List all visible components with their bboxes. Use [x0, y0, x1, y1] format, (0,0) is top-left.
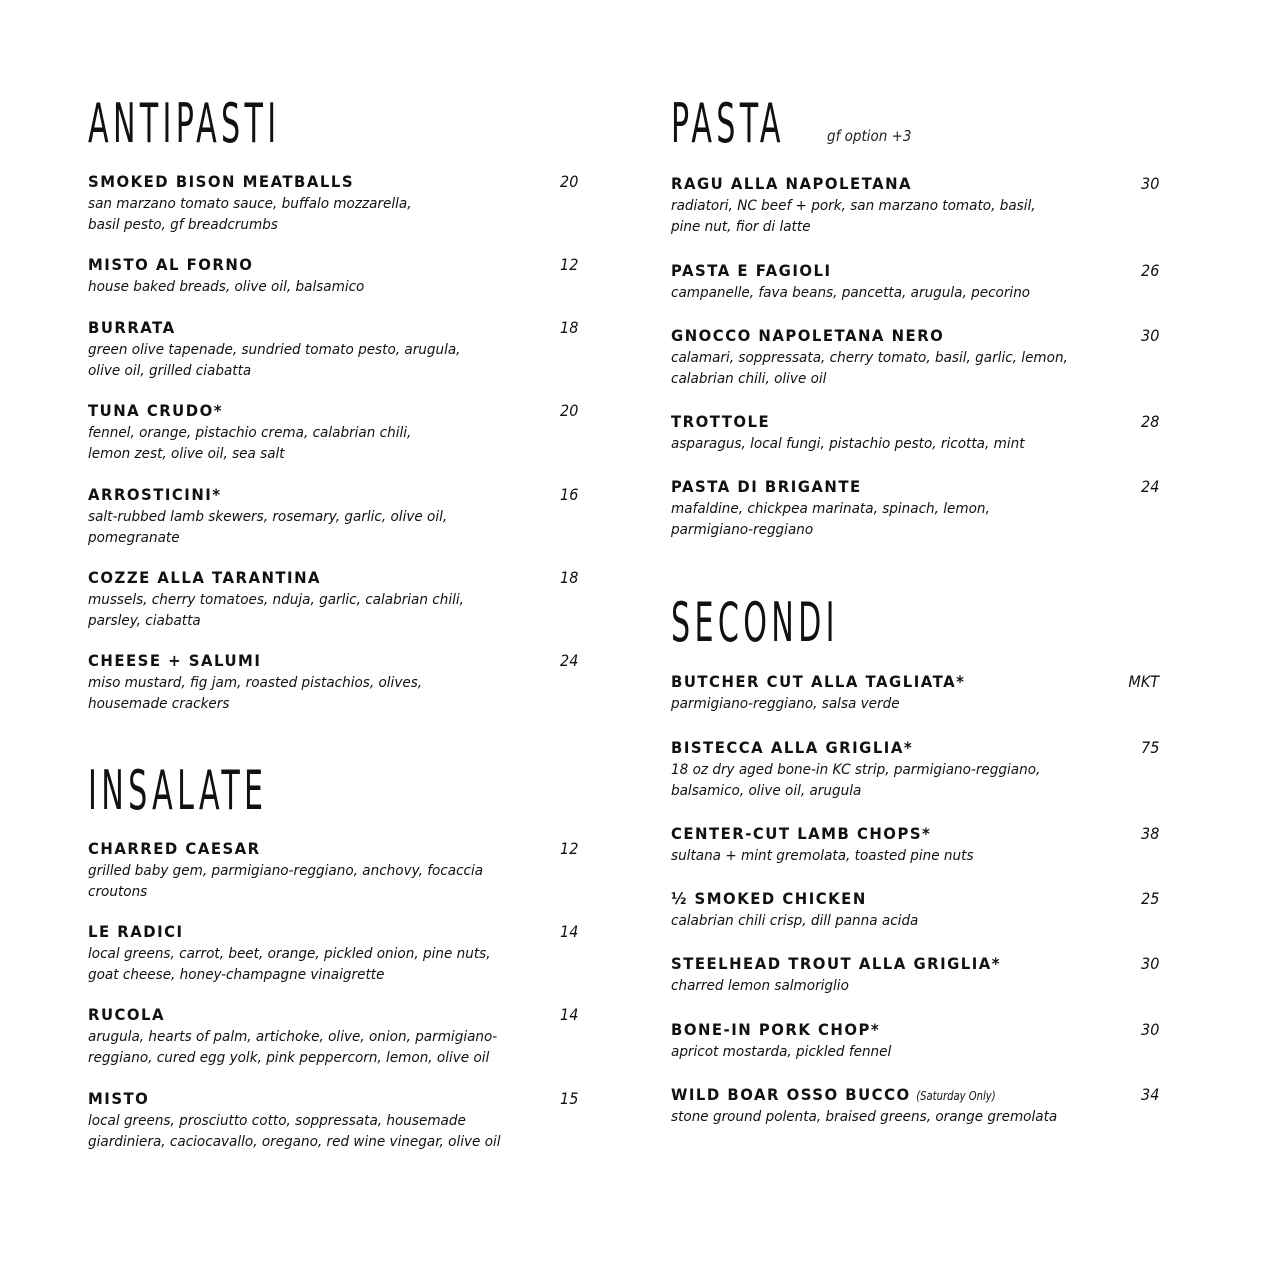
item-name: CHARRED CAESAR [88, 839, 261, 858]
menu-item [671, 174, 1159, 237]
item-name: PASTA DI BRIGANTE [671, 477, 862, 496]
item-name: ½ SMOKED CHICKEN [671, 889, 867, 908]
item-name: MISTO AL FORNO [88, 255, 254, 274]
saturday-only-tag: (Saturday Only) [916, 1089, 996, 1103]
item-description: local greens, prosciutto cotto, soppressata, housemade giardiniera, caciocavallo, oregano, red wine vinegar, olive oil [88, 1112, 501, 1150]
item-price: 24 [1140, 477, 1159, 496]
item-name: MISTO [88, 1089, 150, 1108]
menu-item [88, 485, 578, 548]
menu-item [671, 261, 1159, 303]
menu-item [88, 318, 578, 381]
menu-item [671, 1020, 1159, 1062]
menu-item [671, 738, 1159, 801]
item-name: BONE-IN PORK CHOP* [671, 1020, 881, 1039]
item-name: CHEESE + SALUMI [88, 651, 262, 670]
item-description: stone ground polenta, braised greens, orange gremolata [671, 1108, 1058, 1125]
item-price: 34 [1140, 1085, 1159, 1104]
insalate-section [88, 759, 578, 822]
item-name: SMOKED BISON MEATBALLS [88, 172, 355, 191]
item-description: calabrian chili crisp, dill panna acida [671, 912, 919, 929]
menu-item [88, 922, 578, 985]
item-price: 75 [1140, 738, 1159, 757]
item-price: 30 [1140, 1020, 1159, 1039]
item-description: miso mustard, fig jam, roasted pistachios, olives, housemade crackers [88, 674, 423, 712]
item-name: PASTA E FAGIOLI [671, 261, 832, 280]
item-description: mafaldine, chickpea marinata, spinach, lemon, parmigiano-reggiano [671, 500, 990, 538]
item-name: TROTTOLE [671, 412, 771, 431]
menu-item [671, 954, 1159, 996]
item-price: 18 [559, 318, 578, 337]
item-name: BUTCHER CUT ALLA TAGLIATA* [671, 672, 966, 691]
item-price: MKT [1128, 672, 1159, 691]
item-price: 18 [559, 568, 578, 587]
menu-item [671, 1085, 1159, 1127]
item-description: local greens, carrot, beet, orange, pickled onion, pine nuts, goat cheese, honey-champagne vinaigrette [88, 945, 491, 983]
secondi-section [671, 591, 1159, 654]
item-description: san marzano tomato sauce, buffalo mozzarella, basil pesto, gf breadcrumbs [88, 195, 412, 233]
menu-item [88, 255, 578, 297]
item-name: ARROSTICINI* [88, 485, 222, 504]
item-description: grilled baby gem, parmigiano-reggiano, anchovy, focaccia croutons [88, 862, 484, 900]
menu-item [671, 672, 1159, 714]
item-description: charred lemon salmoriglio [671, 977, 849, 994]
item-price: 12 [559, 839, 578, 858]
item-price: 14 [559, 922, 578, 941]
menu-item [88, 401, 578, 464]
item-price: 24 [559, 651, 578, 670]
section-title-pasta: PASTA [671, 92, 785, 155]
item-description: house baked breads, olive oil, balsamico [88, 278, 365, 295]
item-name: COZZE ALLA TARANTINA [88, 568, 322, 587]
menu-item [671, 824, 1159, 866]
menu-item [88, 839, 578, 902]
item-description: radiatori, NC beef + pork, san marzano tomato, basil, pine nut, fior di latte [671, 197, 1036, 235]
item-description: apricot mostarda, pickled fennel [671, 1043, 892, 1060]
item-name: LE RADICI [88, 922, 184, 941]
section-title-antipasti: ANTIPASTI [88, 92, 281, 155]
item-price: 30 [1140, 954, 1159, 973]
menu-item [88, 1005, 578, 1068]
item-price: 30 [1140, 326, 1159, 345]
item-name: STEELHEAD TROUT ALLA GRIGLIA* [671, 954, 1002, 973]
gf-option-note: gf option +3 [827, 127, 912, 145]
section-title-insalate: INSALATE [88, 759, 268, 822]
item-name: GNOCCO NAPOLETANA NERO [671, 326, 945, 345]
item-name: TUNA CRUDO* [88, 401, 223, 420]
pasta-section [671, 92, 1159, 155]
menu-item [88, 651, 578, 714]
item-description: 18 oz dry aged bone-in KC strip, parmigiano-reggiano, balsamico, olive oil, arugula [671, 761, 1041, 799]
item-name: BISTECCA ALLA GRIGLIA* [671, 738, 914, 757]
item-price: 12 [559, 255, 578, 274]
item-price: 30 [1140, 174, 1159, 193]
item-description: arugula, hearts of palm, artichoke, olive, onion, parmigiano- reggiano, cured egg yolk, pink peppercorn, lemon, olive oil [88, 1028, 498, 1066]
item-price: 20 [559, 401, 578, 420]
item-price: 20 [559, 172, 578, 191]
item-description: fennel, orange, pistachio crema, calabrian chili, lemon zest, olive oil, sea salt [88, 424, 412, 462]
menu-item [88, 172, 578, 235]
item-name: RAGU ALLA NAPOLETANA [671, 174, 913, 193]
item-name: RUCOLA [88, 1005, 166, 1024]
item-price: 26 [1140, 261, 1159, 280]
item-price: 25 [1140, 889, 1159, 908]
item-description: salt-rubbed lamb skewers, rosemary, garlic, olive oil, pomegranate [88, 508, 448, 546]
antipasti-section [88, 92, 578, 155]
item-price: 28 [1140, 412, 1159, 431]
item-price: 15 [559, 1089, 578, 1108]
item-description: campanelle, fava beans, pancetta, arugula, pecorino [671, 284, 1031, 301]
item-description: parmigiano-reggiano, salsa verde [671, 695, 900, 712]
item-price: 14 [559, 1005, 578, 1024]
item-description: green olive tapenade, sundried tomato pesto, arugula, olive oil, grilled ciabatta [88, 341, 461, 379]
item-description: asparagus, local fungi, pistachio pesto, ricotta, mint [671, 435, 1025, 452]
item-name [671, 1085, 996, 1104]
item-name: BURRATA [88, 318, 176, 337]
item-name: CENTER-CUT LAMB CHOPS* [671, 824, 932, 843]
item-price: 16 [559, 485, 578, 504]
menu-item [671, 326, 1159, 389]
menu-item [671, 889, 1159, 931]
menu-item [671, 412, 1159, 454]
menu-item [88, 568, 578, 631]
menu-item [671, 477, 1159, 540]
item-description: calamari, soppressata, cherry tomato, basil, garlic, lemon, calabrian chili, olive oil [671, 349, 1068, 387]
item-name-text: WILD BOAR OSSO BUCCO [671, 1085, 911, 1104]
section-title-secondi: SECONDI [671, 591, 839, 654]
menu-item [88, 1089, 578, 1152]
item-description: sultana + mint gremolata, toasted pine nuts [671, 847, 974, 864]
item-description: mussels, cherry tomatoes, nduja, garlic, calabrian chili, parsley, ciabatta [88, 591, 464, 629]
item-price: 38 [1140, 824, 1159, 843]
